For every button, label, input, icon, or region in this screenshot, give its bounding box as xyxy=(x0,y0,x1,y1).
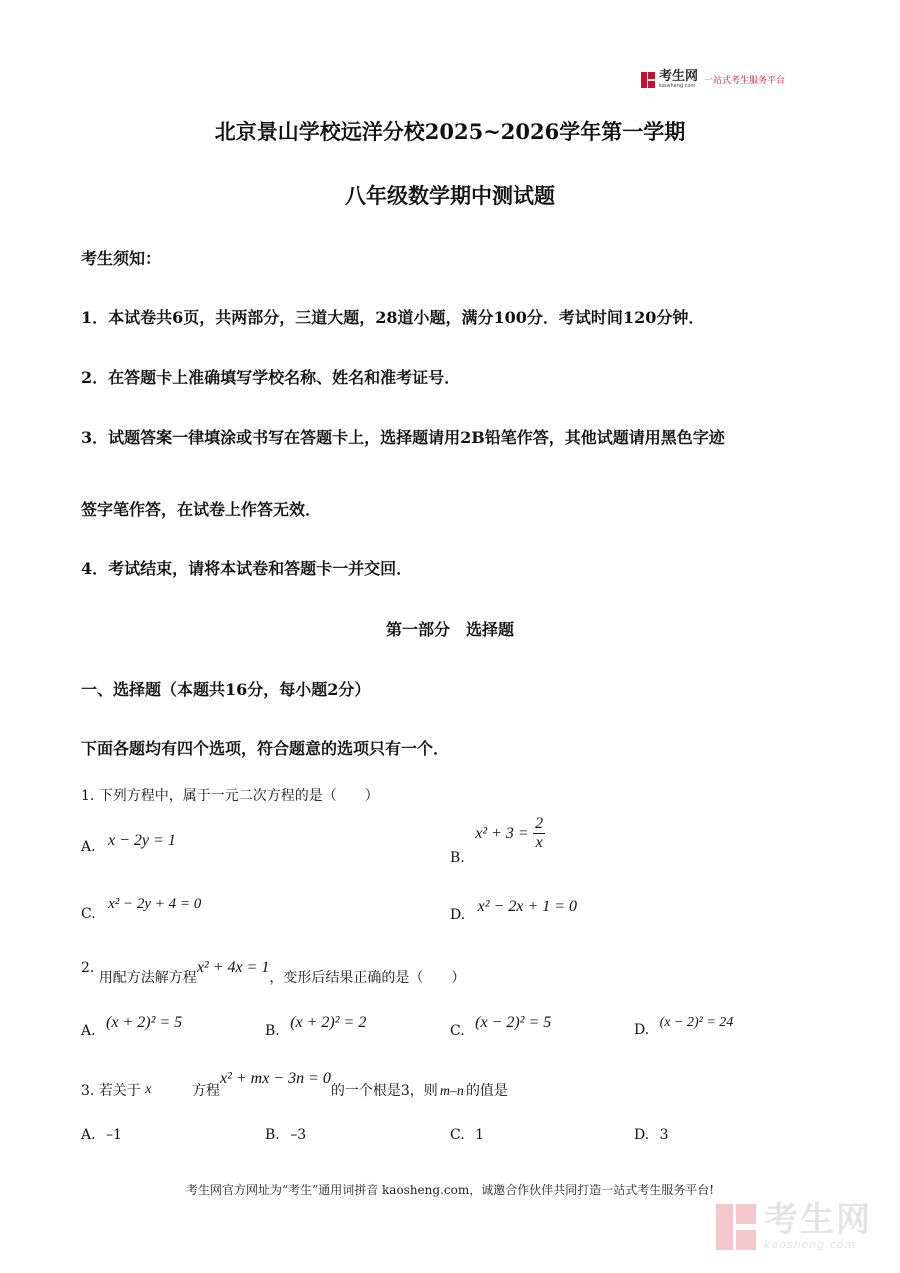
option-expression: (x + 2)² = 2 xyxy=(290,1014,367,1031)
option-value: 3 xyxy=(659,1127,669,1143)
section1-instruction: 下面各题均有四个选项，符合题意的选项只有一个． xyxy=(81,739,450,758)
q1-option-c[interactable] xyxy=(81,896,202,923)
option-label: D. xyxy=(634,1127,650,1143)
option-label: D. xyxy=(634,1022,650,1038)
logo-slogan: 一站式考生服务平台 xyxy=(704,76,786,86)
question-variable: x xyxy=(145,1082,152,1097)
q3-option-a[interactable] xyxy=(81,1127,122,1143)
option-label: B. xyxy=(450,849,465,866)
option-expression: (x − 2)² = 24 xyxy=(659,1015,734,1030)
kaosheng-logo-icon xyxy=(641,72,655,88)
option-fraction xyxy=(533,816,545,851)
question-text-pre: 若关于 xyxy=(98,1083,141,1099)
question-text: 下列方程中，属于一元二次方程的是（ ） xyxy=(98,788,379,804)
question-text-post1: 的一个根是3，则 xyxy=(330,1083,438,1099)
option-label: B. xyxy=(265,1023,280,1039)
option-expression-lhs: x² + 3 = xyxy=(475,824,529,842)
question-text-mid: 方程 xyxy=(191,1083,220,1099)
exam-title-line2: 八年级数学期中测试题 xyxy=(345,183,555,208)
option-label: A. xyxy=(81,839,96,855)
q2-option-b[interactable] xyxy=(265,1014,367,1040)
question-3-stem xyxy=(81,1068,508,1099)
option-expression: x² − 2x + 1 = 0 xyxy=(477,898,578,915)
option-label: B. xyxy=(265,1127,280,1143)
option-expression: (x − 2)² = 5 xyxy=(475,1014,552,1031)
notice-item-4: 4．考试结束，请将本试卷和答题卡一并交回． xyxy=(81,559,413,578)
option-label: A. xyxy=(81,1127,96,1143)
option-value: 1 xyxy=(475,1127,485,1143)
watermark-domain: kaosheng.com xyxy=(764,1238,857,1251)
option-expression: x − 2y = 1 xyxy=(108,832,176,849)
question-variable-2: m–n xyxy=(439,1084,464,1099)
question-equation: x² + 4x = 1 xyxy=(196,959,270,976)
notice-item-3: 3．试题答案一律填涂或书写在答题卡上，选择题请用2B铅笔作答，其他试题请用黑色字迹 xyxy=(81,428,725,447)
option-value: –1 xyxy=(106,1127,122,1143)
page-footer: 考生网官方网址为“考生”通用词拼音 kaosheng.com，诚邀合作伙伴共同打造一站式考生服务平台! xyxy=(185,1183,715,1197)
site-logo xyxy=(641,70,785,89)
fraction-denominator: x xyxy=(535,834,543,851)
watermark-name: 考生网 xyxy=(764,1200,872,1240)
option-label: D. xyxy=(450,907,466,923)
option-label: A. xyxy=(81,1023,96,1039)
notice-item-3-cont: 签字笔作答，在试卷上作答无效． xyxy=(81,500,322,519)
option-expression: x² − 2y + 4 = 0 xyxy=(108,896,202,912)
fraction-numerator: 2 xyxy=(535,815,544,832)
q1-option-a[interactable] xyxy=(81,832,176,856)
option-expression: (x + 2)² = 5 xyxy=(106,1014,183,1031)
watermark xyxy=(716,1200,872,1251)
question-text-pre: 用配方法解方程 xyxy=(98,970,197,986)
question-number: 2. xyxy=(81,960,95,976)
option-label: C. xyxy=(81,906,96,922)
q3-option-c[interactable] xyxy=(450,1127,484,1143)
q3-option-d[interactable] xyxy=(634,1127,669,1143)
notice-item-2: 2．在答题卡上准确填写学校名称、姓名和准考证号． xyxy=(81,368,461,387)
q3-option-b[interactable] xyxy=(265,1127,306,1143)
part1-title: 第一部分 选择题 xyxy=(385,620,514,639)
option-label: C. xyxy=(450,1023,465,1039)
option-label: C. xyxy=(450,1127,465,1143)
question-equation: x² + mx − 3n = 0 xyxy=(219,1070,331,1087)
logo-name: 考生网 xyxy=(659,69,699,84)
question-2-stem xyxy=(81,957,466,986)
q2-option-a[interactable] xyxy=(81,1014,183,1040)
q2-option-c[interactable] xyxy=(450,1014,552,1040)
question-number: 1. xyxy=(81,788,95,804)
logo-domain: kaosheng.com xyxy=(659,83,696,89)
question-number: 3. xyxy=(81,1083,95,1099)
option-value: –3 xyxy=(290,1127,307,1143)
q2-option-d[interactable] xyxy=(634,1015,734,1039)
exam-title-line1: 北京景山学校远洋分校2025~2026学年第一学期 xyxy=(214,119,686,144)
notice-heading: 考生须知： xyxy=(81,249,162,268)
watermark-logo-icon xyxy=(716,1204,756,1250)
q1-option-d[interactable] xyxy=(450,898,578,924)
q1-option-b[interactable] xyxy=(450,815,545,866)
notice-item-1: 1．本试卷共6页，共两部分，三道大题，28道小题，满分100分．考试时间120分钟． xyxy=(81,308,705,327)
question-text-post2: 的值是 xyxy=(465,1083,508,1099)
section1-title: 一、选择题（本题共16分，每小题2分） xyxy=(81,680,371,699)
question-text-post: ，变形后结果正确的是（ ） xyxy=(269,970,466,986)
question-1-stem xyxy=(81,785,379,805)
